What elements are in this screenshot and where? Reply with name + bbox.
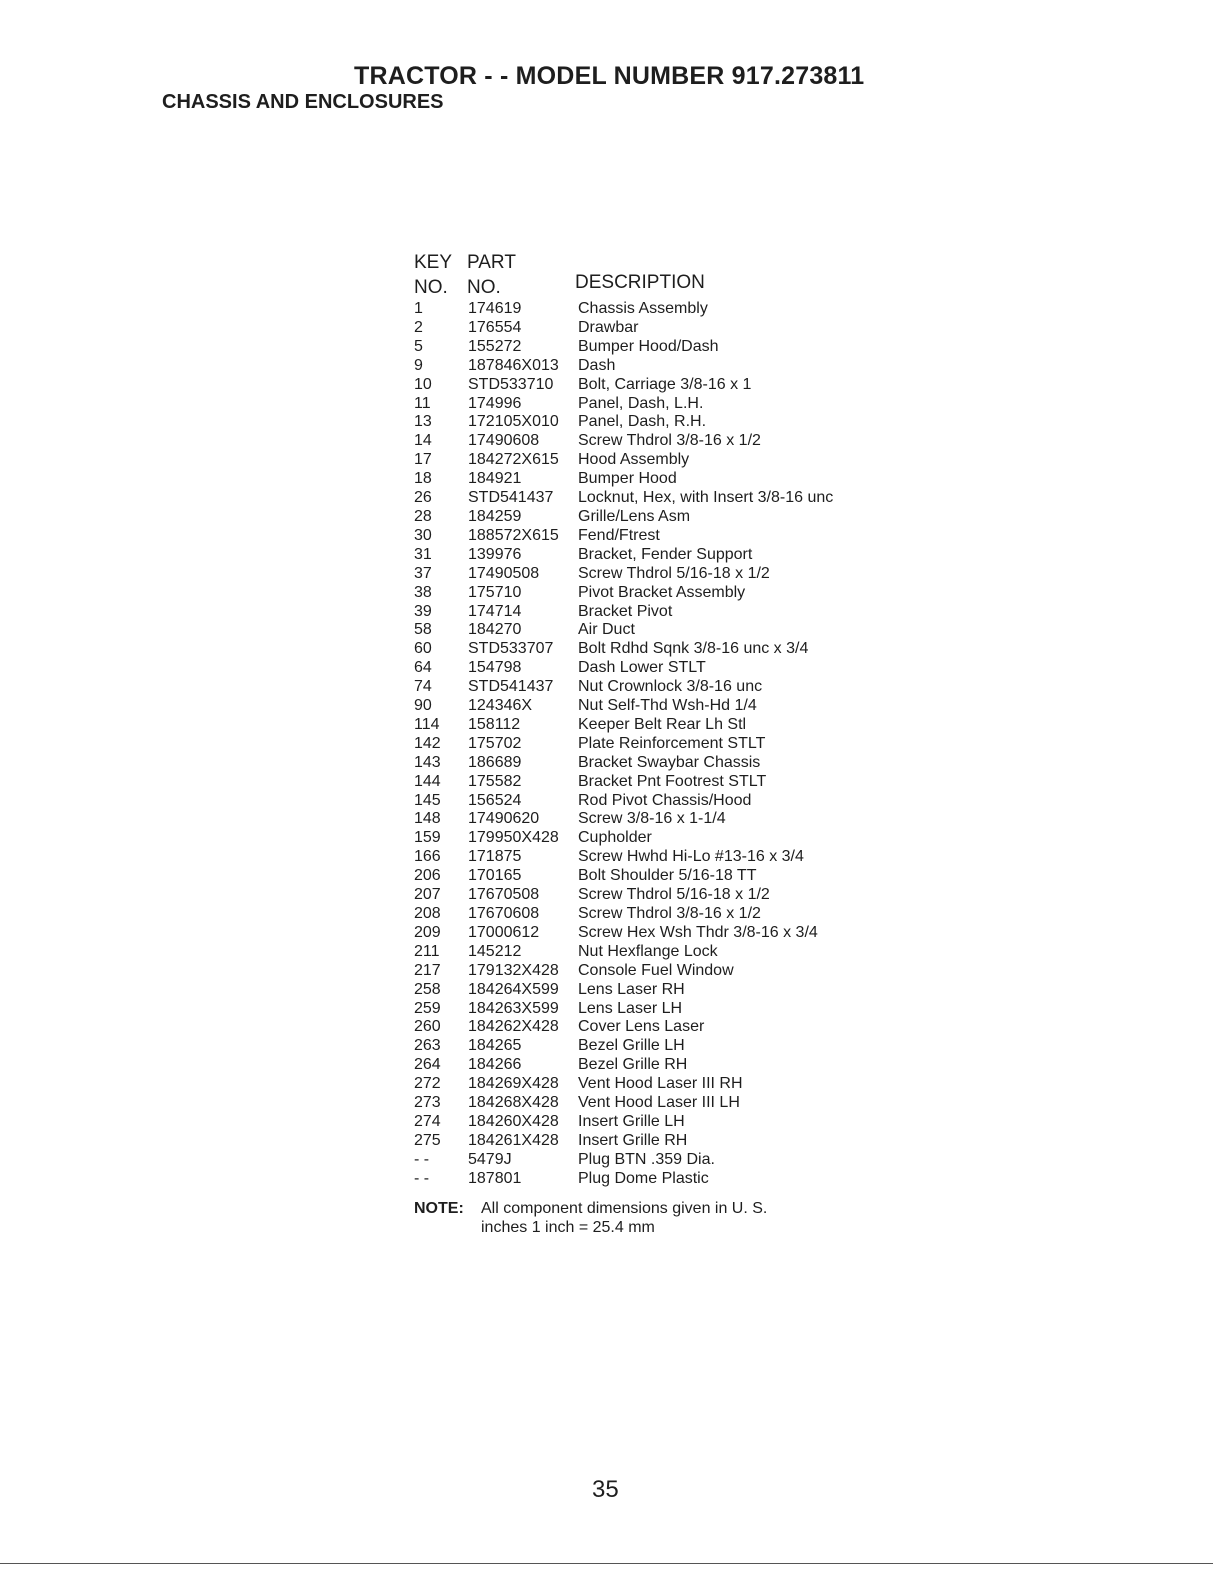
- part-no-cell: 17000612: [468, 923, 540, 941]
- part-no-cell: 17670508: [468, 886, 540, 904]
- part-no-cell: 184261X428: [468, 1131, 559, 1149]
- key-no-cell: 142: [414, 734, 441, 752]
- part-no-header: PART: [467, 252, 516, 273]
- key-no-cell: 274: [414, 1112, 441, 1130]
- description-cell: Insert Grille RH: [578, 1131, 688, 1149]
- description-cell: Bumper Hood/Dash: [578, 337, 719, 355]
- part-no-cell: 17490620: [468, 810, 540, 828]
- key-no-cell: 206: [414, 867, 441, 885]
- part-no-cell: 175710: [468, 583, 522, 601]
- bottom-rule: [0, 1563, 1213, 1564]
- part-no-cell: 179132X428: [468, 961, 559, 979]
- key-no-cell: 145: [414, 791, 441, 809]
- key-no-cell: 2: [414, 318, 423, 336]
- description-cell: Rod Pivot Chassis/Hood: [578, 791, 752, 809]
- description-cell: Insert Grille LH: [578, 1112, 685, 1130]
- note-text-line1: All component dimensions given in U. S.: [481, 1199, 768, 1217]
- part-no-cell: 175582: [468, 772, 522, 790]
- part-no-cell: 176554: [468, 318, 522, 336]
- description-cell: Dash: [578, 356, 616, 374]
- part-no-cell: 155272: [468, 337, 522, 355]
- description-cell: Bezel Grille LH: [578, 1037, 685, 1055]
- description-cell: Lens Laser RH: [578, 980, 685, 998]
- part-no-cell: STD533707: [468, 640, 554, 658]
- key-no-cell: 272: [414, 1075, 441, 1093]
- part-no-cell: 184264X599: [468, 980, 559, 998]
- part-no-cell: 171875: [468, 848, 522, 866]
- key-no-cell: 209: [414, 923, 441, 941]
- description-cell: Plate Reinforcement STLT: [578, 734, 766, 752]
- description-cell: Bracket, Fender Support: [578, 545, 753, 563]
- key-no-cell: 148: [414, 810, 441, 828]
- key-no-cell: 207: [414, 886, 441, 904]
- description-cell: Vent Hood Laser III RH: [578, 1075, 743, 1093]
- description-cell: Bracket Pivot: [578, 602, 673, 620]
- part-no-cell: 179950X428: [468, 829, 559, 847]
- description-cell: Screw Thdrol 3/8-16 x 1/2: [578, 905, 761, 922]
- key-no-cell: 38: [414, 583, 432, 601]
- part-no-cell: STD533710: [468, 375, 554, 393]
- part-no-cell: 187801: [468, 1169, 522, 1187]
- key-no-cell: 13: [414, 413, 432, 431]
- section-title: CHASSIS AND ENCLOSURES: [162, 91, 444, 113]
- part-no-header-line2: NO.: [467, 277, 501, 298]
- part-no-cell: 174619: [468, 300, 522, 317]
- page-number: 35: [592, 1476, 619, 1503]
- part-no-cell: 184259: [468, 507, 522, 525]
- part-no-cell: 184270: [468, 621, 522, 639]
- description-header: DESCRIPTION: [575, 272, 705, 293]
- key-no-cell: 18: [414, 470, 432, 488]
- description-cell: Cupholder: [578, 829, 652, 847]
- key-no-cell: 208: [414, 905, 441, 922]
- key-no-cell: 37: [414, 564, 432, 582]
- part-no-cell: 174714: [468, 602, 522, 620]
- key-no-cell: 14: [414, 432, 432, 450]
- description-cell: Pivot Bracket Assembly: [578, 583, 746, 601]
- key-no-cell: 31: [414, 545, 432, 563]
- description-cell: Screw Thdrol 5/16-18 x 1/2: [578, 564, 770, 582]
- description-cell: Chassis Assembly: [578, 300, 708, 317]
- description-cell: Panel, Dash, R.H.: [578, 413, 707, 431]
- part-no-cell: 184266: [468, 1056, 522, 1074]
- key-no-cell: 58: [414, 621, 432, 639]
- part-no-cell: STD541437: [468, 678, 554, 696]
- description-cell: Screw 3/8-16 x 1-1/4: [578, 810, 726, 828]
- key-no-cell: 114: [414, 715, 440, 733]
- note-text-line2: inches 1 inch = 25.4 mm: [481, 1218, 655, 1236]
- part-no-cell: 188572X615: [468, 526, 559, 544]
- part-no-cell: 184921: [468, 470, 522, 488]
- description-cell: Bolt, Carriage 3/8-16 x 1: [578, 375, 752, 393]
- key-no-cell: 144: [414, 772, 441, 790]
- part-no-cell: 139976: [468, 545, 522, 563]
- key-no-cell: 260: [414, 1018, 441, 1036]
- key-no-cell: - -: [414, 1169, 430, 1187]
- description-cell: Drawbar: [578, 318, 639, 336]
- part-no-cell: 172105X010: [468, 413, 559, 431]
- description-cell: Nut Crownlock 3/8-16 unc: [578, 678, 763, 696]
- key-no-cell: 60: [414, 640, 432, 658]
- key-no-cell: - -: [414, 1150, 430, 1168]
- key-no-cell: 211: [414, 942, 440, 960]
- part-no-cell: 184265: [468, 1037, 522, 1055]
- description-cell: Bolt Rdhd Sqnk 3/8-16 unc x 3/4: [578, 640, 809, 658]
- part-no-cell: 124346X: [468, 697, 533, 715]
- description-cell: Console Fuel Window: [578, 961, 734, 979]
- description-cell: Bracket Pnt Footrest STLT: [578, 772, 767, 790]
- part-no-cell: 17490608: [468, 432, 540, 450]
- part-no-cell: 158112: [468, 715, 521, 733]
- key-no-cell: 217: [414, 961, 441, 979]
- key-no-cell: 26: [414, 489, 432, 507]
- key-no-header: KEY: [414, 252, 453, 273]
- part-no-cell: 184268X428: [468, 1094, 559, 1112]
- description-cell: Hood Assembly: [578, 451, 690, 469]
- description-cell: Grille/Lens Asm: [578, 507, 691, 525]
- description-cell: Vent Hood Laser III LH: [578, 1094, 740, 1112]
- description-cell: Cover Lens Laser: [578, 1018, 705, 1036]
- key-no-cell: 74: [414, 678, 432, 696]
- part-no-cell: 184260X428: [468, 1112, 559, 1130]
- description-cell: Screw Thdrol 3/8-16 x 1/2: [578, 432, 761, 450]
- note-label: NOTE:: [414, 1199, 464, 1217]
- description-cell: Nut Self-Thd Wsh-Hd 1/4: [578, 697, 757, 715]
- description-cell: Fend/Ftrest: [578, 526, 660, 544]
- key-no-header-line2: NO.: [414, 277, 448, 298]
- key-no-cell: 143: [414, 753, 441, 771]
- part-no-cell: 5479J: [468, 1150, 512, 1168]
- key-no-cell: 1: [414, 300, 423, 317]
- description-cell: Screw Hwhd Hi-Lo #13-16 x 3/4: [578, 848, 804, 866]
- key-no-cell: 5: [414, 337, 423, 355]
- part-no-cell: 175702: [468, 734, 522, 752]
- part-no-cell: 174996: [468, 394, 522, 412]
- part-no-cell: 184269X428: [468, 1075, 559, 1093]
- description-cell: Dash Lower STLT: [578, 659, 706, 677]
- description-cell: Bolt Shoulder 5/16-18 TT: [578, 867, 757, 885]
- part-no-cell: 187846X013: [468, 356, 559, 374]
- part-no-cell: STD541437: [468, 489, 554, 507]
- key-no-cell: 263: [414, 1037, 441, 1055]
- key-no-cell: 90: [414, 697, 432, 715]
- part-no-cell: 154798: [468, 659, 522, 677]
- key-no-cell: 28: [414, 507, 432, 525]
- key-no-cell: 17: [414, 451, 432, 469]
- key-no-cell: 64: [414, 659, 432, 677]
- key-no-cell: 9: [414, 356, 423, 374]
- key-no-cell: 30: [414, 526, 432, 544]
- key-no-cell: 259: [414, 999, 441, 1017]
- part-no-cell: 186689: [468, 753, 522, 771]
- part-no-cell: 145212: [468, 942, 522, 960]
- description-cell: Keeper Belt Rear Lh Stl: [578, 715, 747, 733]
- part-no-cell: 17490508: [468, 564, 540, 582]
- description-cell: Panel, Dash, L.H.: [578, 394, 704, 412]
- part-no-cell: 184262X428: [468, 1018, 559, 1036]
- description-cell: Screw Hex Wsh Thdr 3/8-16 x 3/4: [578, 923, 818, 941]
- description-cell: Bracket Swaybar Chassis: [578, 753, 761, 771]
- key-no-cell: 11: [414, 394, 431, 412]
- description-cell: Air Duct: [578, 621, 635, 639]
- part-no-cell: 156524: [468, 791, 522, 809]
- key-no-cell: 39: [414, 602, 432, 620]
- description-cell: Lens Laser LH: [578, 999, 683, 1017]
- key-no-cell: 275: [414, 1131, 441, 1149]
- page-title: TRACTOR - - MODEL NUMBER 917.273811: [354, 62, 865, 90]
- key-no-cell: 10: [414, 375, 432, 393]
- description-cell: Nut Hexflange Lock: [578, 942, 718, 960]
- key-no-cell: 264: [414, 1056, 441, 1074]
- description-cell: Plug BTN .359 Dia.: [578, 1150, 715, 1168]
- description-cell: Locknut, Hex, with Insert 3/8-16 unc: [578, 489, 834, 507]
- description-cell: Plug Dome Plastic: [578, 1169, 709, 1187]
- key-no-cell: 159: [414, 829, 441, 847]
- key-no-cell: 258: [414, 980, 441, 998]
- part-no-cell: 17670608: [468, 905, 540, 922]
- part-no-cell: 170165: [468, 867, 522, 885]
- description-cell: Bumper Hood: [578, 470, 677, 488]
- part-no-cell: 184272X615: [468, 451, 559, 469]
- description-cell: Screw Thdrol 5/16-18 x 1/2: [578, 886, 770, 904]
- key-no-cell: 273: [414, 1094, 441, 1112]
- description-cell: Bezel Grille RH: [578, 1056, 688, 1074]
- part-no-cell: 184263X599: [468, 999, 559, 1017]
- key-no-cell: 166: [414, 848, 441, 866]
